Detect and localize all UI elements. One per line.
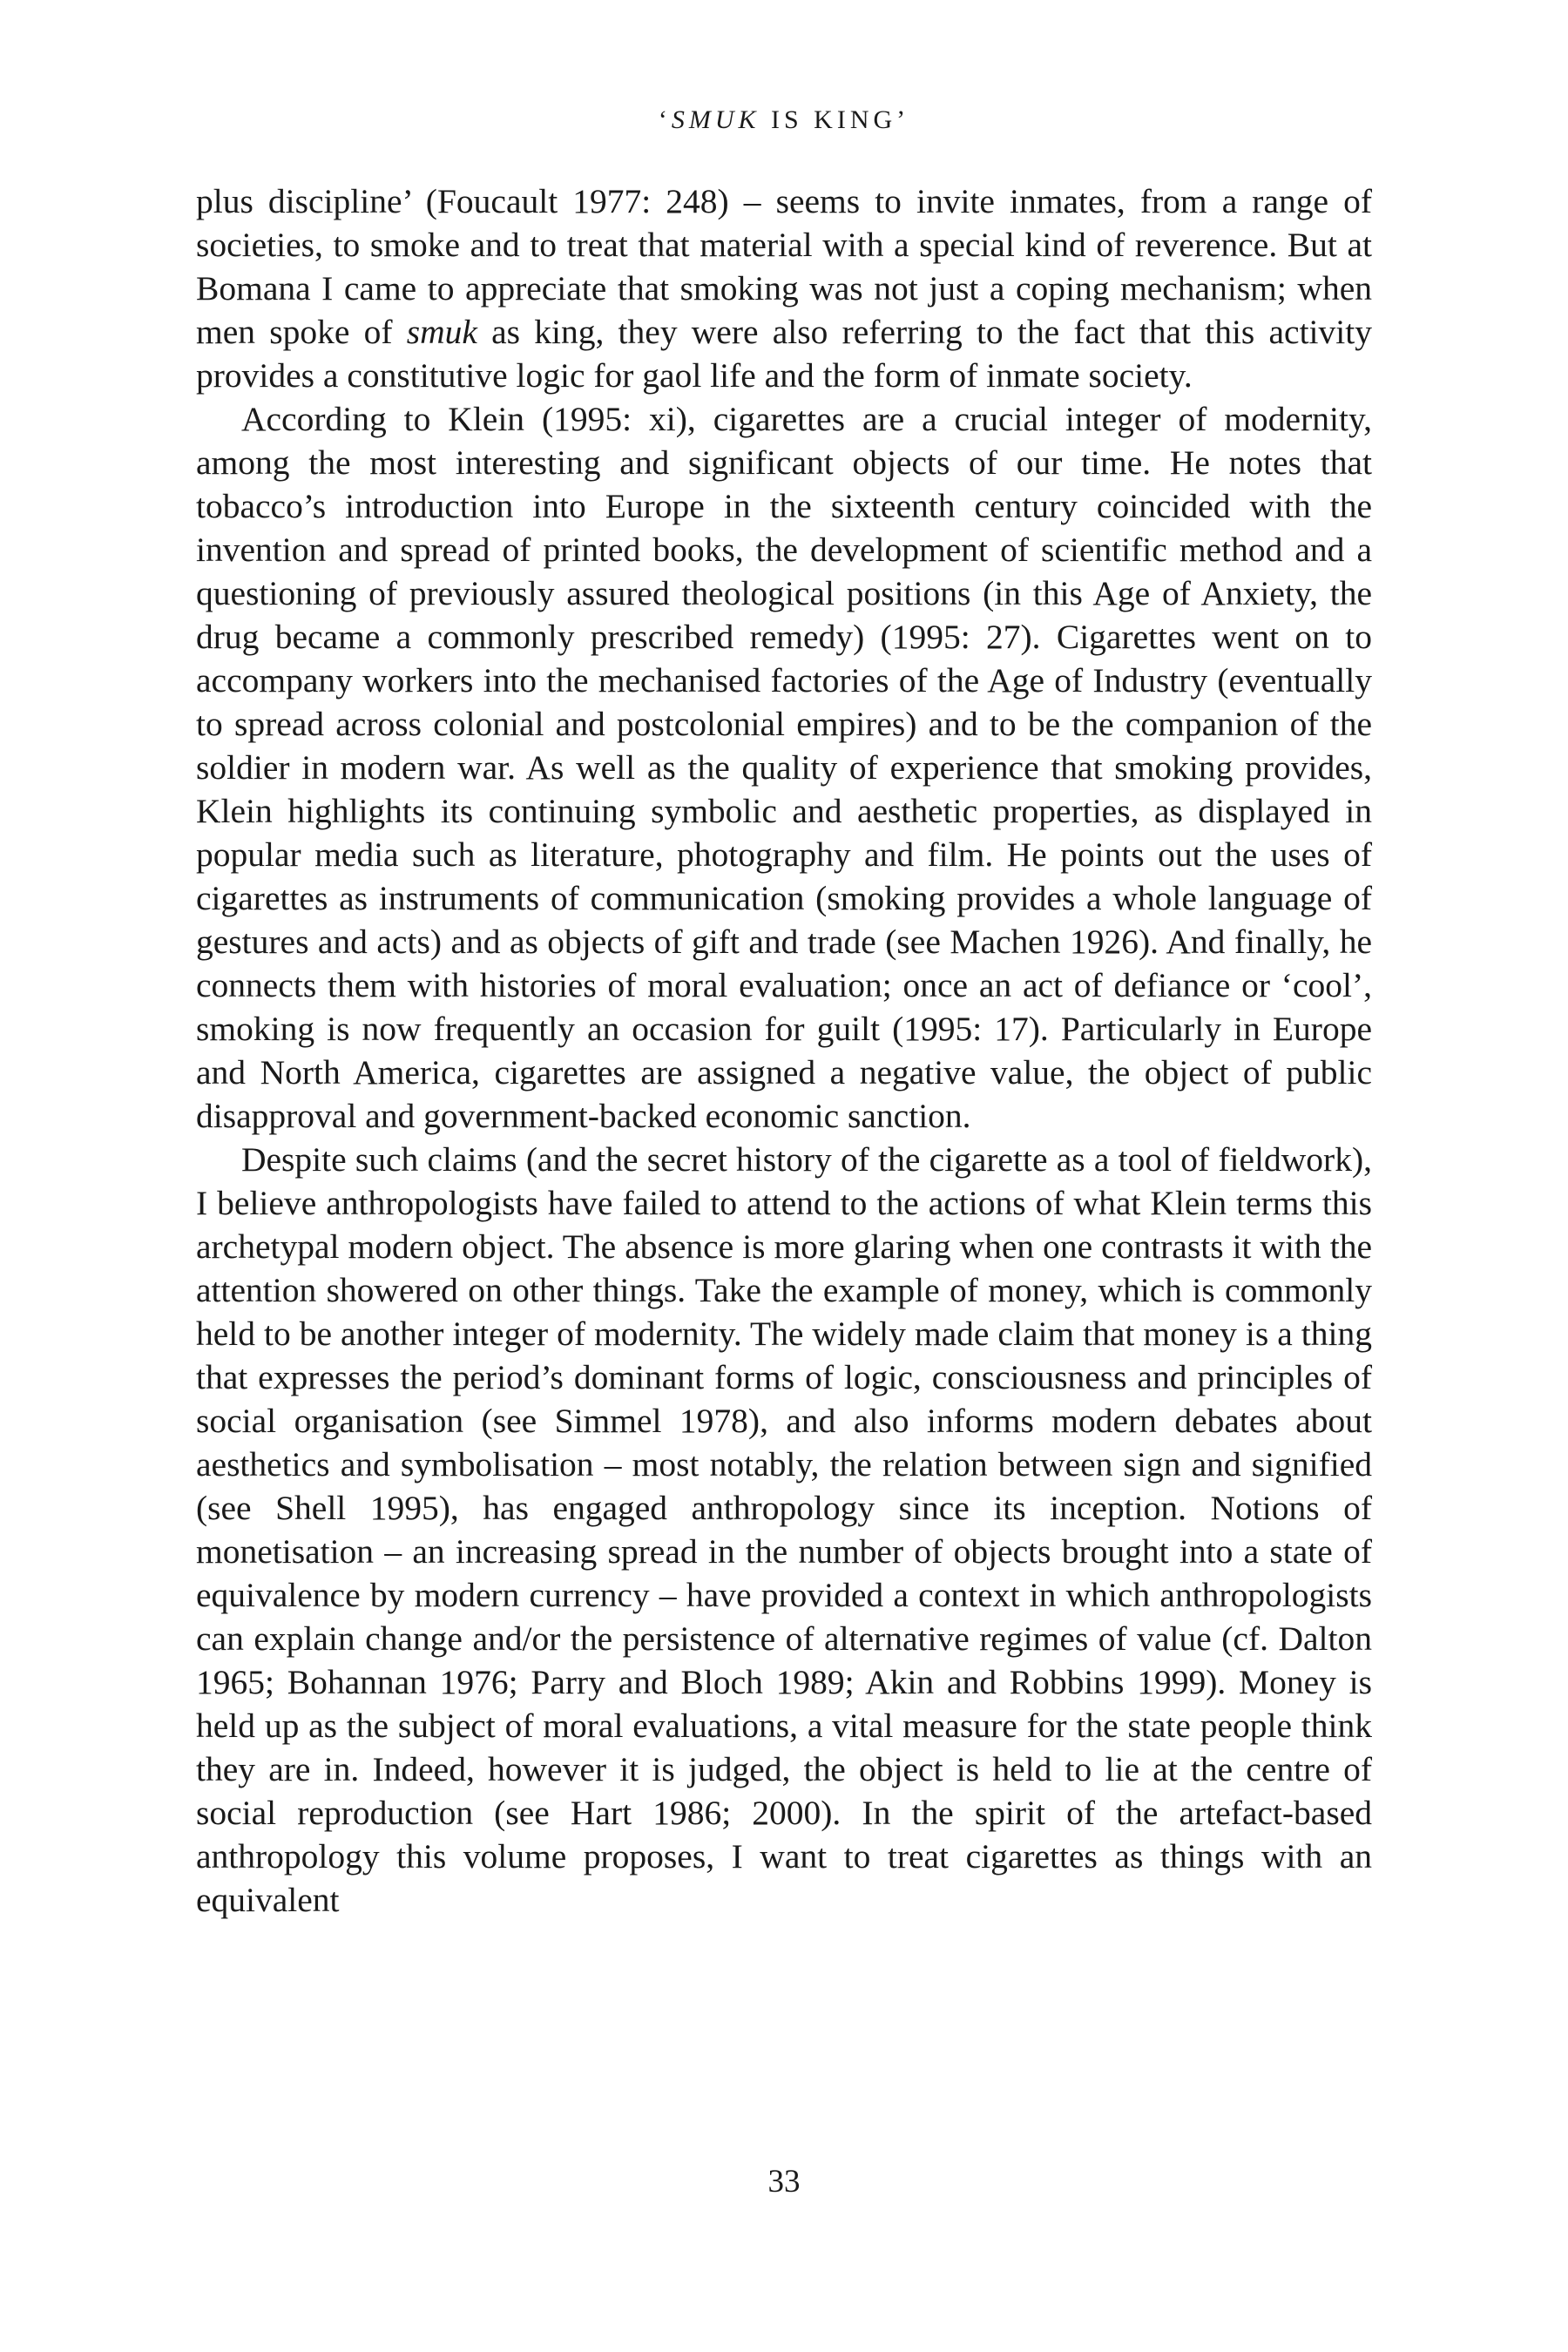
paragraph-3: Despite such claims (and the secret history of the cigarette as a tool of fieldwork), I believe anthropologists have failed to attend to the actions of what Klein terms this archetypal modern object. The absence is more glaring when one contrasts it with the attention showered on other things. Take the example of money, which is commonly held to be another integer of modernity. The widely made claim that money is a thing that expresses the period’s dominant forms of logic, consciousness and principles of social organisation (see Simmel 1978), and also informs modern debates about aesthetics and symbolisation – most notably, the relation between sign and signified (see Shell 1995), has engaged anthropology since its inception. Notions of monetisation – an increasing spread in the number of objects brought into a state of equivalence by modern currency – have provided a context in which anthropologists can explain change and/or the persistence of alternative regimes of value (cf. Dalton 1965; Bohannan 1976; Parry and Bloch 1989; Akin and Robbins 1999). Money is held up as the subject of moral evaluations, a vital measure for the state people think they are in. Indeed, however it is judged, the object is held to lie at the centre of social reproduction (see Hart 1986; 2000). In the spirit of the artefact-based anthropology this volume proposes, I want to treat cigarettes as things with an equivalent <box>196 1140 1372 1919</box>
paragraph-1-emphasis: smuk <box>406 313 477 351</box>
paragraph-1-part-2: as king, they were also referring to the fact that this activity provides a constitutive logic for gaol life and the form of inmate society. <box>196 313 1372 395</box>
paragraph-2: According to Klein (1995: xi), cigarettes are a crucial integer of modernity, among the most interesting and significant objects of our time. He notes that tobacco’s introduction into Europe in the sixteenth century coincided with the invention and spread of printed books, the development of scientific method and a questioning of previously assured theological positions (in this Age of Anxiety, the drug became a commonly prescribed remedy) (1995: 27). Cigarettes went on to accompany workers into the mechanised factories of the Age of Industry (eventually to spread across colonial and postcolonial empires) and to be the companion of the soldier in modern war. As well as the quality of experience that smoking provides, Klein highlights its continuing symbolic and aesthetic properties, as displayed in popular media such as literature, photography and film. He points out the uses of cigarettes as instruments of communication (smoking provides a whole language of gestures and acts) and as objects of gift and trade (see Machen 1926). And finally, he connects them with histories of moral evaluation; once an act of defiance or ‘cool’, smoking is now frequently an occasion for guilt (1995: 17). Particularly in Europe and North America, cigarettes are assigned a negative value, the object of public disapproval and government-backed economic sanction. <box>196 400 1372 1135</box>
paragraph-1-part-1: plus discipline’ (Foucault 1977: 248) – seems to invite inmates, from a range of societies, to smoke and to treat that material with a special kind of reverence. But at Bomana I came to appreciate that smoking was not just a coping mechanism; when men spoke of <box>196 182 1372 351</box>
paragraph-1 <box>196 179 1372 397</box>
running-head-rest: IS KING’ <box>760 105 910 134</box>
running-head-open-quote: ‘ <box>658 105 672 134</box>
page-number: 33 <box>767 2164 801 2200</box>
running-head-italic-word: SMUK <box>671 105 760 134</box>
running-head <box>0 103 1568 138</box>
body-text <box>196 179 1372 1922</box>
